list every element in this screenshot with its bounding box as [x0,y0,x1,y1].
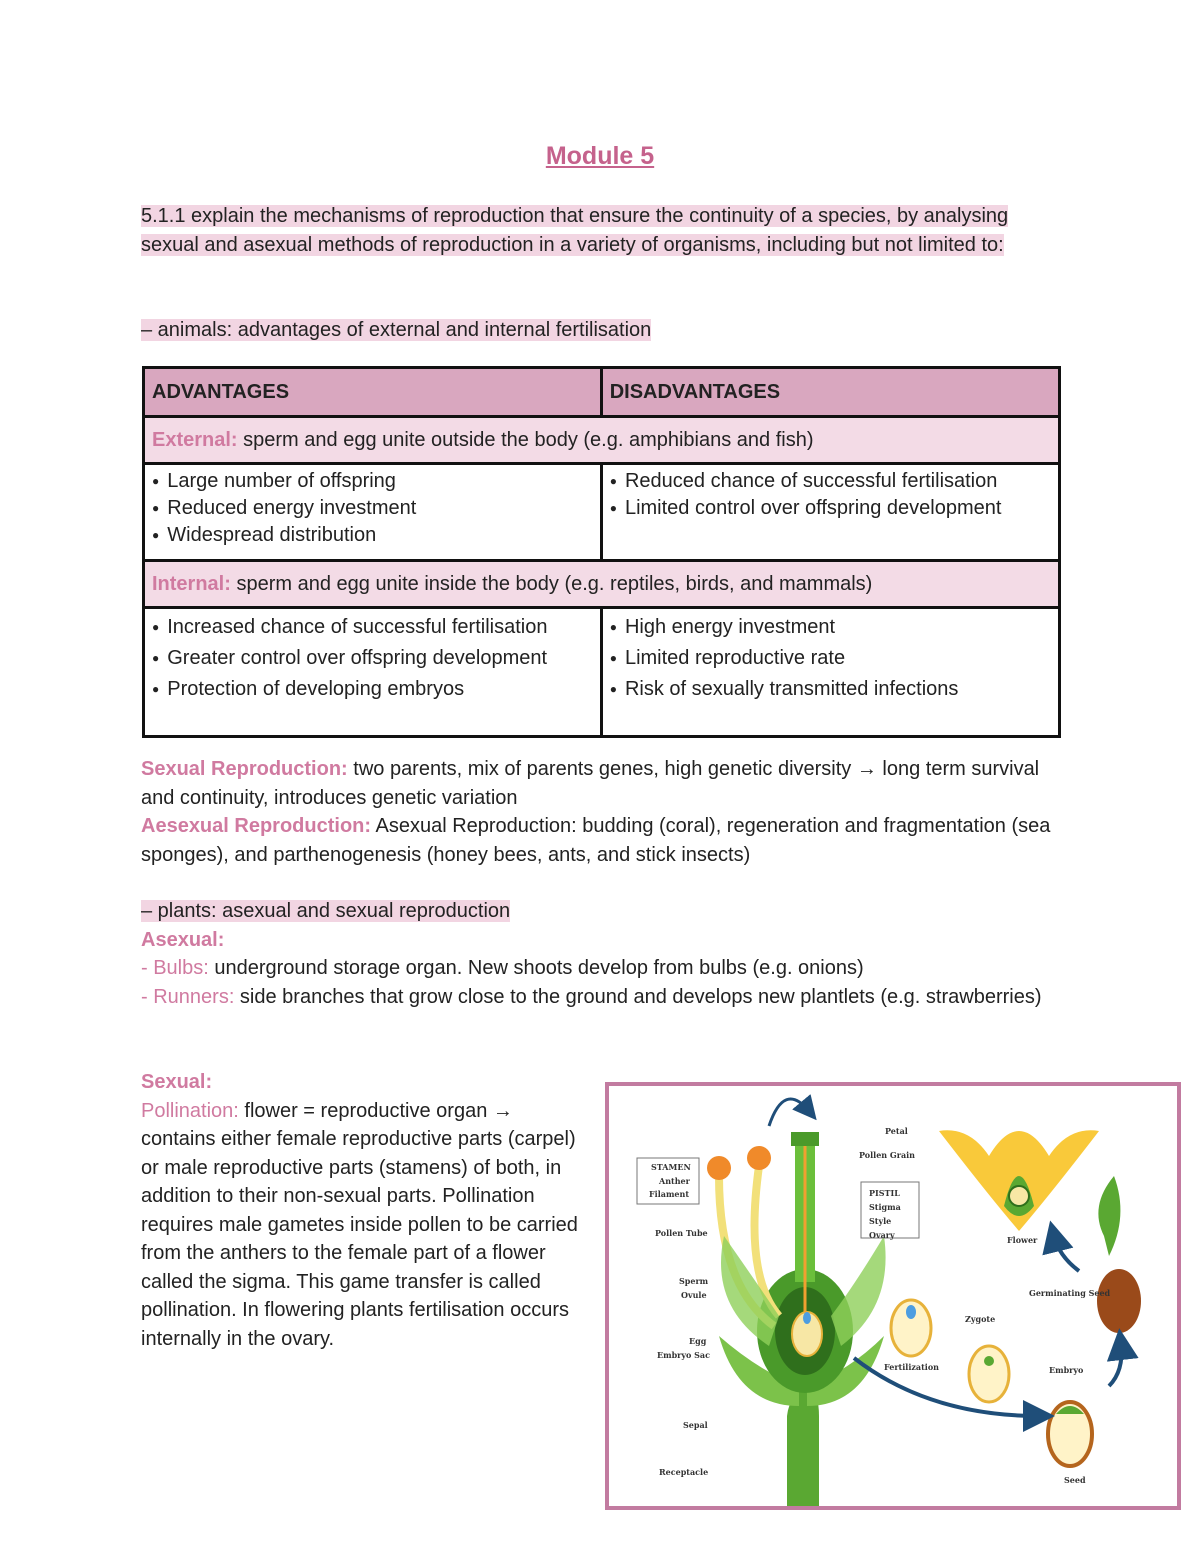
intro-paragraph [141,202,1051,259]
internal-row [144,561,1060,608]
internal-disadvantages-cell [601,608,1059,737]
pollination-arrow [769,1099,809,1126]
intro-text: 5.1.1 explain the mechanisms of reproduction that ensure the continuity of a species, by analysing sexual and asexual methods of reproduction in a variety of organisms, including but not limited to: [141,205,1009,256]
list-item: ● Limited control over offspring development [610,496,1051,523]
reproduction-section [141,755,1061,869]
list-item: ● Risk of sexually transmitted infections [610,675,1051,706]
zygote-ovule [969,1346,1009,1402]
label-egg: Egg [689,1336,707,1346]
label-flower: Flower [1007,1235,1038,1245]
external-advantages-cell [144,464,602,561]
label-sepal: Sepal [683,1420,708,1430]
internal-description [144,561,1060,608]
runners-text: side branches that grow close to the ground and develops new plantlets (e.g. strawberries) [234,985,1042,1008]
to-seed-arrow [854,1358,1039,1416]
list-item: ● Protection of developing embryos [152,675,593,706]
label-ovary: Ovary [869,1230,895,1240]
header-disadvantages: DISADVANTAGES [601,368,1059,417]
flower-life-cycle-diagram [605,1082,1181,1510]
anther-mid-shape [747,1146,771,1170]
label-pistil: PISTIL [869,1188,900,1198]
external-body-row [144,464,1060,561]
asexual-reproduction-label: Aesexual Reproduction: [141,815,372,837]
pollination-text: flower = reproductive organ → contains either female reproductive parts (carpel) or male reproductive parts (stamens) of both, in addition to their non-sexual parts. Pollination requires male gametes inside pollen to be carried from the anthers to the female part of a flower called the sigma. This game transfer is called pollination. In flowering plants fertilisation occurs internally in the ovary. [141,1099,578,1350]
internal-desc: sperm and egg unite inside the body (e.g. reptiles, birds, and mammals) [230,572,873,595]
label-germinating-seed: Germinating Seed [1029,1288,1111,1298]
label-pollen-grain: Pollen Grain [859,1150,915,1160]
label-sperm: Sperm [679,1276,709,1286]
sexual-section [141,1068,591,1353]
animals-heading-text: – animals: advantages of external and internal fertilisation [141,319,652,341]
sexual-heading: Sexual: [141,1071,213,1093]
asexual-reproduction-text: Asexual Reproduction: budding (coral), regeneration and fragmentation (sea sponges), and parthenogenesis (honey bees, ants, and stick insects) [141,815,1051,866]
bulbs-paragraph [141,954,1061,983]
label-anther: Anther [659,1176,690,1186]
runners-label: - Runners: [141,985,235,1008]
list-item: ● Reduced energy investment [152,496,593,523]
plants-heading: – plants: asexual and sexual reproduction [141,900,511,922]
label-seed: Seed [1064,1475,1086,1485]
external-description [144,417,1060,464]
external-desc: sperm and egg unite outside the body (e.g. amphibians and fish) [237,428,814,451]
external-label: External: [152,428,238,451]
internal-body-row [144,608,1060,737]
label-stigma: Stigma [869,1202,901,1212]
label-embryo-sac: Embryo Sac [657,1350,710,1360]
mature-flower-ovary [1009,1186,1029,1206]
list-item: ● Greater control over offspring development [152,644,593,675]
label-zygote: Zygote [965,1314,996,1324]
fertilisation-table [142,366,1061,738]
label-fertilization: Fertilization [884,1362,939,1372]
plants-section [141,897,1061,1011]
label-embryo: Embryo [1049,1365,1084,1375]
sexual-reproduction-text: two parents, mix of parents genes, high genetic diversity → long term survival and continuity, introduces genetic variation [141,758,1040,809]
label-receptacle: Receptacle [659,1467,709,1477]
asexual-reproduction-paragraph [141,812,1061,869]
list-item: ● High energy investment [610,613,1051,644]
seedling-leaf [1098,1176,1120,1256]
bulbs-label: - Bulbs: [141,957,209,979]
pollination-paragraph [141,1097,591,1354]
list-item: ● Limited reproductive rate [610,644,1051,675]
internal-label: Internal: [152,572,231,595]
label-filament: Filament [649,1189,690,1199]
anther-left-shape [707,1156,731,1180]
external-disadvantages-cell [601,464,1059,561]
label-stamen: STAMEN [651,1162,691,1172]
pollination-label: Pollination: [141,1099,239,1122]
diagram-svg [609,1086,1177,1506]
sexual-reproduction-paragraph [141,755,1061,812]
egg-shape [803,1312,811,1324]
zygote-shape [984,1356,994,1366]
label-pollen-tube: Pollen Tube [655,1228,708,1238]
list-item: ● Reduced chance of successful fertilisation [610,469,1051,496]
list-item: ● Large number of offspring [152,469,593,496]
stigma-shape [791,1132,819,1146]
sexual-reproduction-label: Sexual Reproduction: [141,758,348,780]
bulbs-text: underground storage organ. New shoots develop from bulbs (e.g. onions) [208,957,864,979]
label-ovule: Ovule [681,1290,707,1300]
label-petal: Petal [885,1126,908,1136]
germinating-seed-shape [1097,1269,1141,1333]
list-item: ● Widespread distribution [152,523,593,550]
internal-advantages-cell [144,608,602,737]
fertilization-egg [906,1305,916,1319]
page-title: Module 5 [545,142,655,170]
runners-paragraph [141,983,1061,1012]
label-style: Style [869,1216,892,1226]
header-advantages: ADVANTAGES [144,368,602,417]
table-header-row [144,368,1060,417]
external-row [144,417,1060,464]
to-germination-arrow [1109,1344,1122,1386]
to-flower-arrow [1054,1236,1079,1271]
list-item: ● Increased chance of successful fertilisation [152,613,593,644]
asexual-heading: Asexual: [141,928,225,951]
animals-heading [141,316,651,345]
